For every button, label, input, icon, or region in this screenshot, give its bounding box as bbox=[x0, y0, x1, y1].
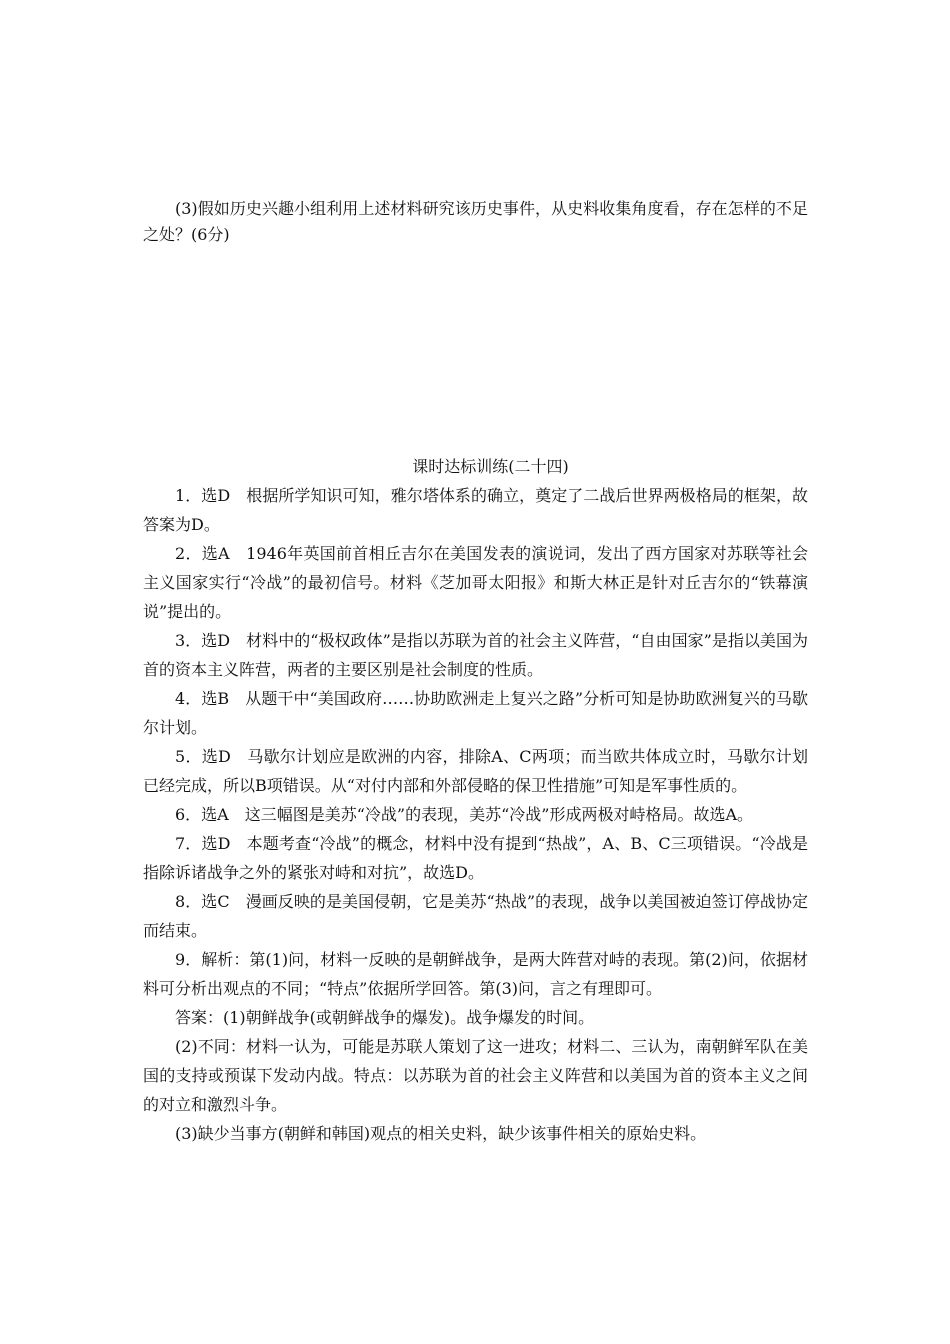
answer-paragraph: 4．选B 从题干中“美国政府……协助欧洲走上复兴之路”分析可知是协助欧洲复兴的马歇尔计划。 bbox=[143, 689, 808, 737]
answer-section bbox=[143, 452, 808, 1148]
answer-paragraph: (2)不同：材料一认为，可能是苏联人策划了这一进攻；材料二、三认为，南朝鲜军队在美国的支持或预谋下发动内战。特点：以苏联为首的社会主义阵营和以美国为首的资本主义之间的对立和激烈斗争。 bbox=[143, 1037, 808, 1114]
answer-paragraph: 1．选D 根据所学知识可知，雅尔塔体系的确立，奠定了二战后世界两极格局的框架，故答案为D。 bbox=[143, 486, 808, 534]
answer-paragraph: 7．选D 本题考查“冷战”的概念，材料中没有提到“热战”，A、B、C三项错误。“冷战是指除诉诸战争之外的紧张对峙和对抗”，故选D。 bbox=[143, 834, 808, 882]
answer-paragraph: 5．选D 马歇尔计划应是欧洲的内容，排除A、C两项；而当欧共体成立时，马歇尔计划已经完成，所以B项错误。从“对付内部和外部侵略的保卫性措施”可知是军事性质的。 bbox=[143, 747, 808, 795]
answer-paragraph: 6．选A 这三幅图是美苏“冷战”的表现，美苏“冷战”形成两极对峙格局。故选A。 bbox=[175, 805, 754, 824]
answer-paragraph: 8．选C 漫画反映的是美国侵朝，它是美苏“热战”的表现，战争以美国被迫签订停战协定而结束。 bbox=[143, 892, 808, 940]
answer-paragraph: (3)缺少当事方(朝鲜和韩国)观点的相关史料，缺少该事件相关的原始史料。 bbox=[175, 1124, 707, 1143]
question-text: (3)假如历史兴趣小组利用上述材料研究该历史事件，从史料收集角度看，存在怎样的不足之处？(6分) bbox=[143, 199, 808, 244]
answer-paragraph: 3．选D 材料中的“极权政体”是指以苏联为首的社会主义阵营，“自由国家”是指以美国为首的资本主义阵营，两者的主要区别是社会制度的性质。 bbox=[143, 631, 808, 679]
answer-paragraph: 答案：(1)朝鲜战争(或朝鲜战争的爆发)。战争爆发的时间。 bbox=[175, 1008, 595, 1027]
answer-paragraph: 2．选A 1946年英国前首相丘吉尔在美国发表的演说词，发出了西方国家对苏联等社会主义国家实行“冷战”的最初信号。材料《芝加哥太阳报》和斯大林正是针对丘吉尔的“铁幕演说”提出的。 bbox=[143, 544, 808, 621]
question-block bbox=[143, 196, 808, 248]
answer-paragraph: 9．解析：第(1)问，材料一反映的是朝鲜战争，是两大阵营对峙的表现。第(2)问，依据材料可分析出观点的不同；“特点”依据所学回答。第(3)问，言之有理即可。 bbox=[143, 950, 808, 998]
section-title: 课时达标训练(二十四) bbox=[412, 457, 569, 476]
